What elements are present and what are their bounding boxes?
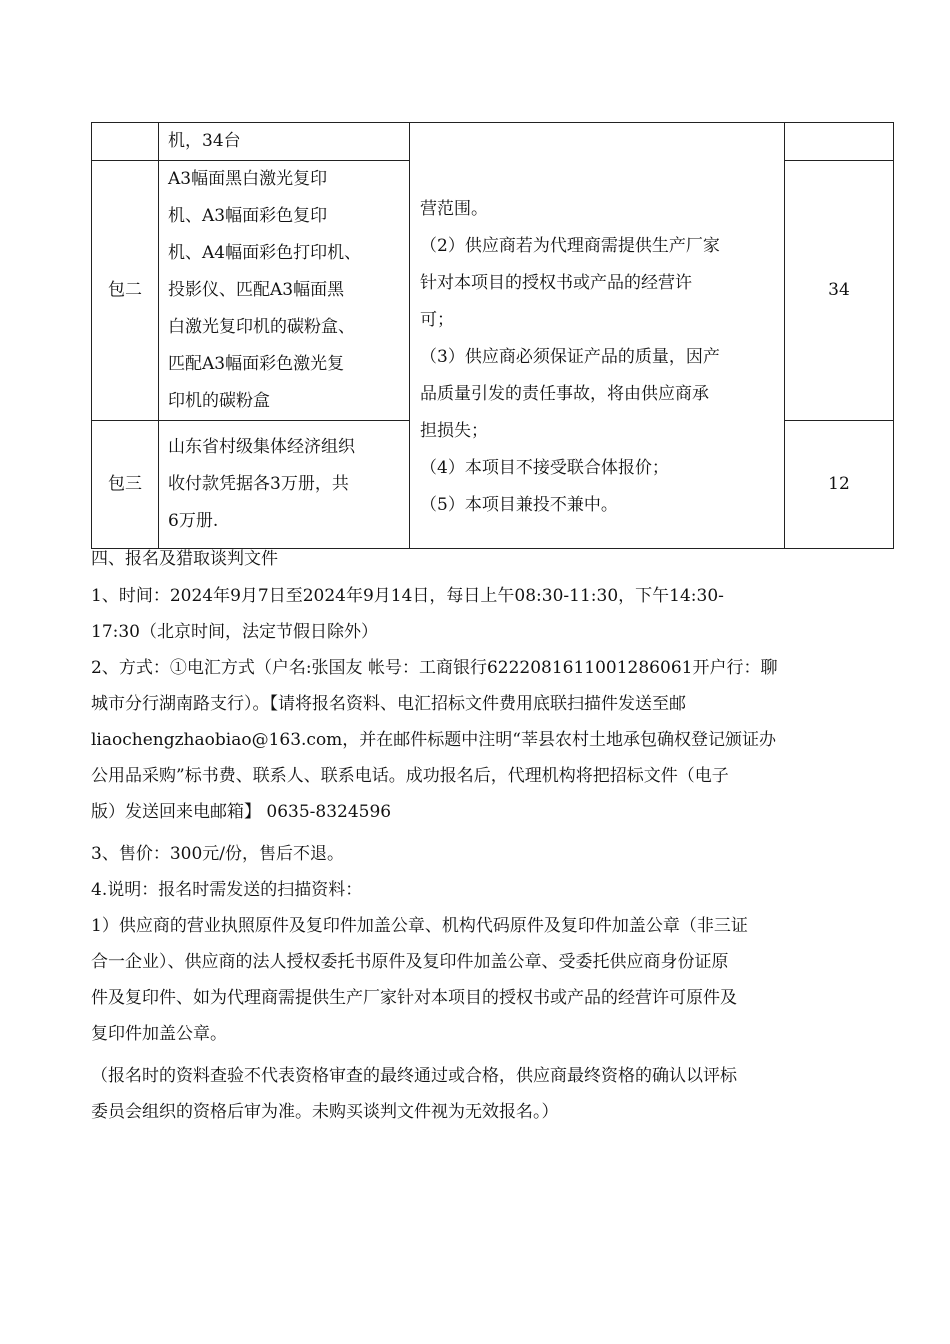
item-line: 机、A4幅面彩色打印机、 — [168, 243, 362, 263]
section-heading: 四、报名及猎取谈判文件 — [91, 549, 278, 569]
method-line: liaochengzhaobiao@163.com，并在邮件标题中注明“莘县农村土地承包确权登记颁证办 — [91, 730, 776, 750]
method-line: 公用品采购”标书费、联系人、联系电话。成功报名后，代理机构将把招标文件（电子 — [91, 766, 729, 786]
time-line: 17:30（北京时间，法定节假日除外） — [91, 622, 378, 642]
note-line: 1）供应商的营业执照原件及复印件加盖公章、机构代码原件及复印件加盖公章（非三证 — [91, 916, 748, 936]
quantity-cell — [785, 123, 894, 161]
note-line: 件及复印件、如为代理商需提供生产厂家针对本项目的授权书或产品的经营许可原件及 — [91, 988, 737, 1008]
item-line: 匹配A3幅面彩色激光复 — [168, 354, 345, 374]
note-line: 复印件加盖公章。 — [91, 1024, 227, 1044]
item-line: 收付款凭据各3万册，共 — [168, 474, 349, 494]
remark-paragraph — [91, 1058, 861, 1130]
item-line: 山东省村级集体经济组织 — [168, 437, 355, 457]
requirement-line: （2）供应商若为代理商需提供生产厂家 — [420, 236, 720, 256]
time-line: 1、时间：2024年9月7日至2024年9月14日，每日上午08:30-11:30，下午14:30- — [91, 586, 724, 606]
remark-line: （报名时的资料查验不代表资格审查的最终通过或合格，供应商最终资格的确认以评标 — [91, 1066, 737, 1086]
table-row — [92, 123, 894, 161]
package-cell — [92, 123, 159, 161]
method-line: 城市分行湖南路支行）。【请将报名资料、电汇招标文件费用底联扫描件发送至邮 — [91, 694, 686, 714]
procurement-table — [91, 122, 894, 549]
requirements-cell — [410, 123, 785, 549]
item-line: 白激光复印机的碳粉盒、 — [168, 317, 355, 337]
requirement-line: 担损失； — [420, 421, 488, 441]
requirement-line: （5）本项目兼投不兼中。 — [420, 495, 618, 515]
method-line: 版）发送回来电邮箱】 0635-8324596 — [91, 802, 392, 822]
requirement-line: （4）本项目不接受联合体报价； — [420, 458, 669, 478]
requirement-line: （3）供应商必须保证产品的质量，因产 — [420, 347, 720, 367]
remark-line: 委员会组织的资格后审为准。未购买谈判文件视为无效报名。） — [91, 1102, 559, 1122]
time-paragraph — [91, 578, 861, 650]
item-cell — [159, 421, 410, 549]
method-line: 2、方式：①电汇方式（户名:张国友 帐号：工商银行6222081611001286061开户行：聊 — [91, 658, 778, 678]
quantity-cell: 34 — [785, 161, 894, 421]
price-paragraph: 3、售价：300元/份，售后不退。 — [91, 844, 344, 864]
note-line: 合一企业）、供应商的法人授权委托书原件及复印件加盖公章、受委托供应商身份证原 — [91, 952, 729, 972]
item-line: 6万册. — [168, 511, 219, 531]
requirement-line: 品质量引发的责任事故，将由供应商承 — [420, 384, 709, 404]
package-cell: 包三 — [92, 421, 159, 549]
item-cell — [159, 161, 410, 421]
note-heading: 4.说明：报名时需发送的扫描资料： — [91, 880, 363, 900]
item-line: 投影仪、匹配A3幅面黑 — [168, 280, 345, 300]
item-line: A3幅面黑白激光复印 — [168, 169, 328, 189]
quantity-cell: 12 — [785, 421, 894, 549]
note-paragraph — [91, 908, 861, 1052]
item-line: 机、A3幅面彩色复印 — [168, 206, 328, 226]
item-line: 印机的碳粉盒 — [168, 391, 270, 411]
item-cell: 机，34台 — [159, 123, 410, 161]
requirement-line: 可； — [420, 310, 454, 330]
method-paragraph — [91, 650, 861, 830]
requirement-line: 营范围。 — [420, 199, 488, 219]
requirement-line: 针对本项目的授权书或产品的经营许 — [420, 273, 692, 293]
package-cell: 包二 — [92, 161, 159, 421]
